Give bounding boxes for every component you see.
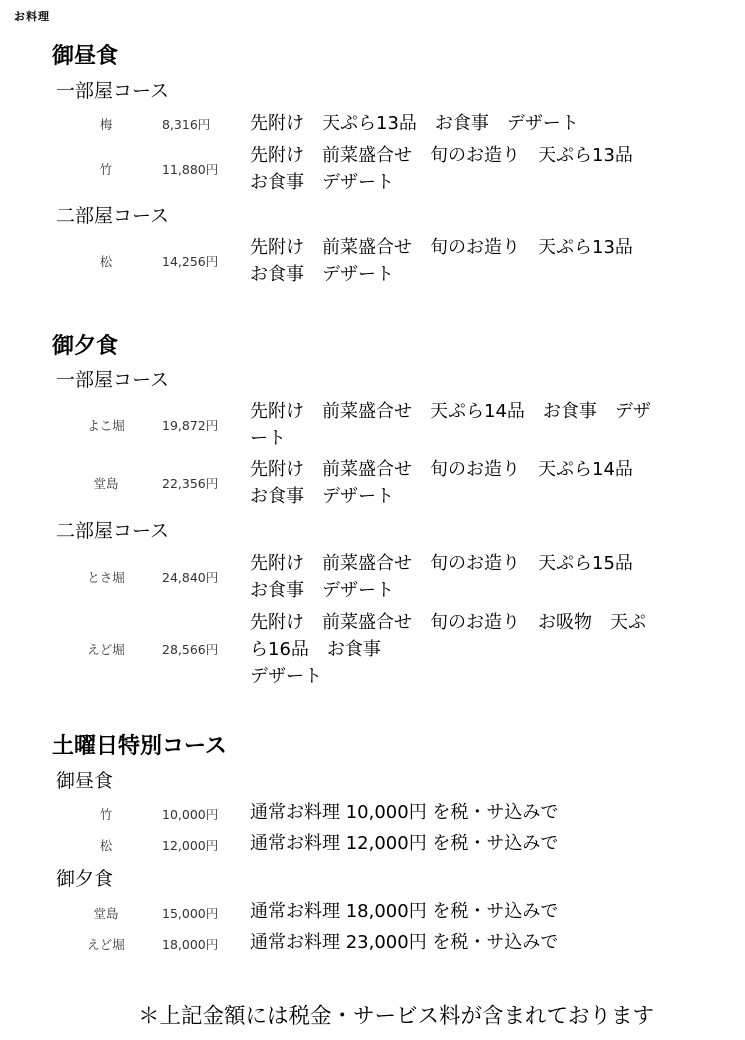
lunch-section-title: 御昼食	[52, 44, 119, 69]
course-price: 11,880円	[162, 162, 219, 177]
tax-footnote: ＊上記金額には税金・サービス料が含まれております	[138, 1004, 655, 1029]
course-name: 梅	[99, 117, 113, 132]
course-description: 先附け 前菜盛合せ 旬のお造り 天ぷら15品 お食事 デザート	[250, 553, 633, 601]
lunch-one-room-title: 一部屋コース	[56, 80, 170, 102]
course-price: 22,356円	[162, 476, 219, 491]
course-description: 先附け 前菜盛合せ 天ぷら14品 お食事 デザ ート	[250, 401, 651, 449]
course-price: 8,316円	[162, 117, 211, 132]
lunch-two-room-title: 二部屋コース	[56, 205, 170, 227]
page-label: お料理	[14, 10, 50, 23]
saturday-dinner-title: 御夕食	[56, 868, 114, 890]
dinner-two-room-title: 二部屋コース	[56, 520, 170, 542]
course-name: 松	[99, 838, 113, 853]
saturday-section-title: 土曜日特別コース	[52, 734, 227, 759]
course-price: 10,000円	[162, 807, 219, 822]
course-description: 通常お料理 10,000円 を税・サ込みで	[250, 802, 559, 823]
course-price: 12,000円	[162, 838, 219, 853]
course-price: 28,566円	[162, 642, 219, 657]
course-price: 19,872円	[162, 418, 219, 433]
course-price: 15,000円	[162, 906, 219, 921]
course-price: 18,000円	[162, 937, 219, 952]
course-description: 先附け 前菜盛合せ 旬のお造り 天ぷら13品 お食事 デザート	[250, 237, 633, 285]
course-name: えど堀	[87, 937, 125, 952]
course-name: 竹	[99, 807, 113, 822]
course-price: 14,256円	[162, 254, 219, 269]
course-description: 先附け 前菜盛合せ 旬のお造り お吸物 天ぷ ら16品 お食事 デザート	[250, 612, 646, 687]
course-name: 松	[99, 254, 113, 269]
course-name: 竹	[99, 162, 113, 177]
course-name: 堂島	[93, 476, 119, 491]
course-description: 通常お料理 18,000円 を税・サ込みで	[250, 901, 559, 922]
course-description: 通常お料理 12,000円 を税・サ込みで	[250, 833, 559, 854]
dinner-section-title: 御夕食	[52, 334, 119, 359]
course-name: とさ堀	[87, 570, 125, 585]
course-name: よこ堀	[87, 418, 125, 433]
course-name: えど堀	[87, 642, 125, 657]
course-description: 先附け 天ぷら13品 お食事 デザート	[250, 113, 579, 134]
course-description: 先附け 前菜盛合せ 旬のお造り 天ぷら14品 お食事 デザート	[250, 459, 633, 507]
course-name: 堂島	[93, 906, 119, 921]
course-description: 先附け 前菜盛合せ 旬のお造り 天ぷら13品 お食事 デザート	[250, 145, 633, 193]
dinner-one-room-title: 一部屋コース	[56, 369, 170, 391]
course-description: 通常お料理 23,000円 を税・サ込みで	[250, 932, 559, 953]
saturday-lunch-title: 御昼食	[56, 770, 114, 792]
course-price: 24,840円	[162, 570, 219, 585]
